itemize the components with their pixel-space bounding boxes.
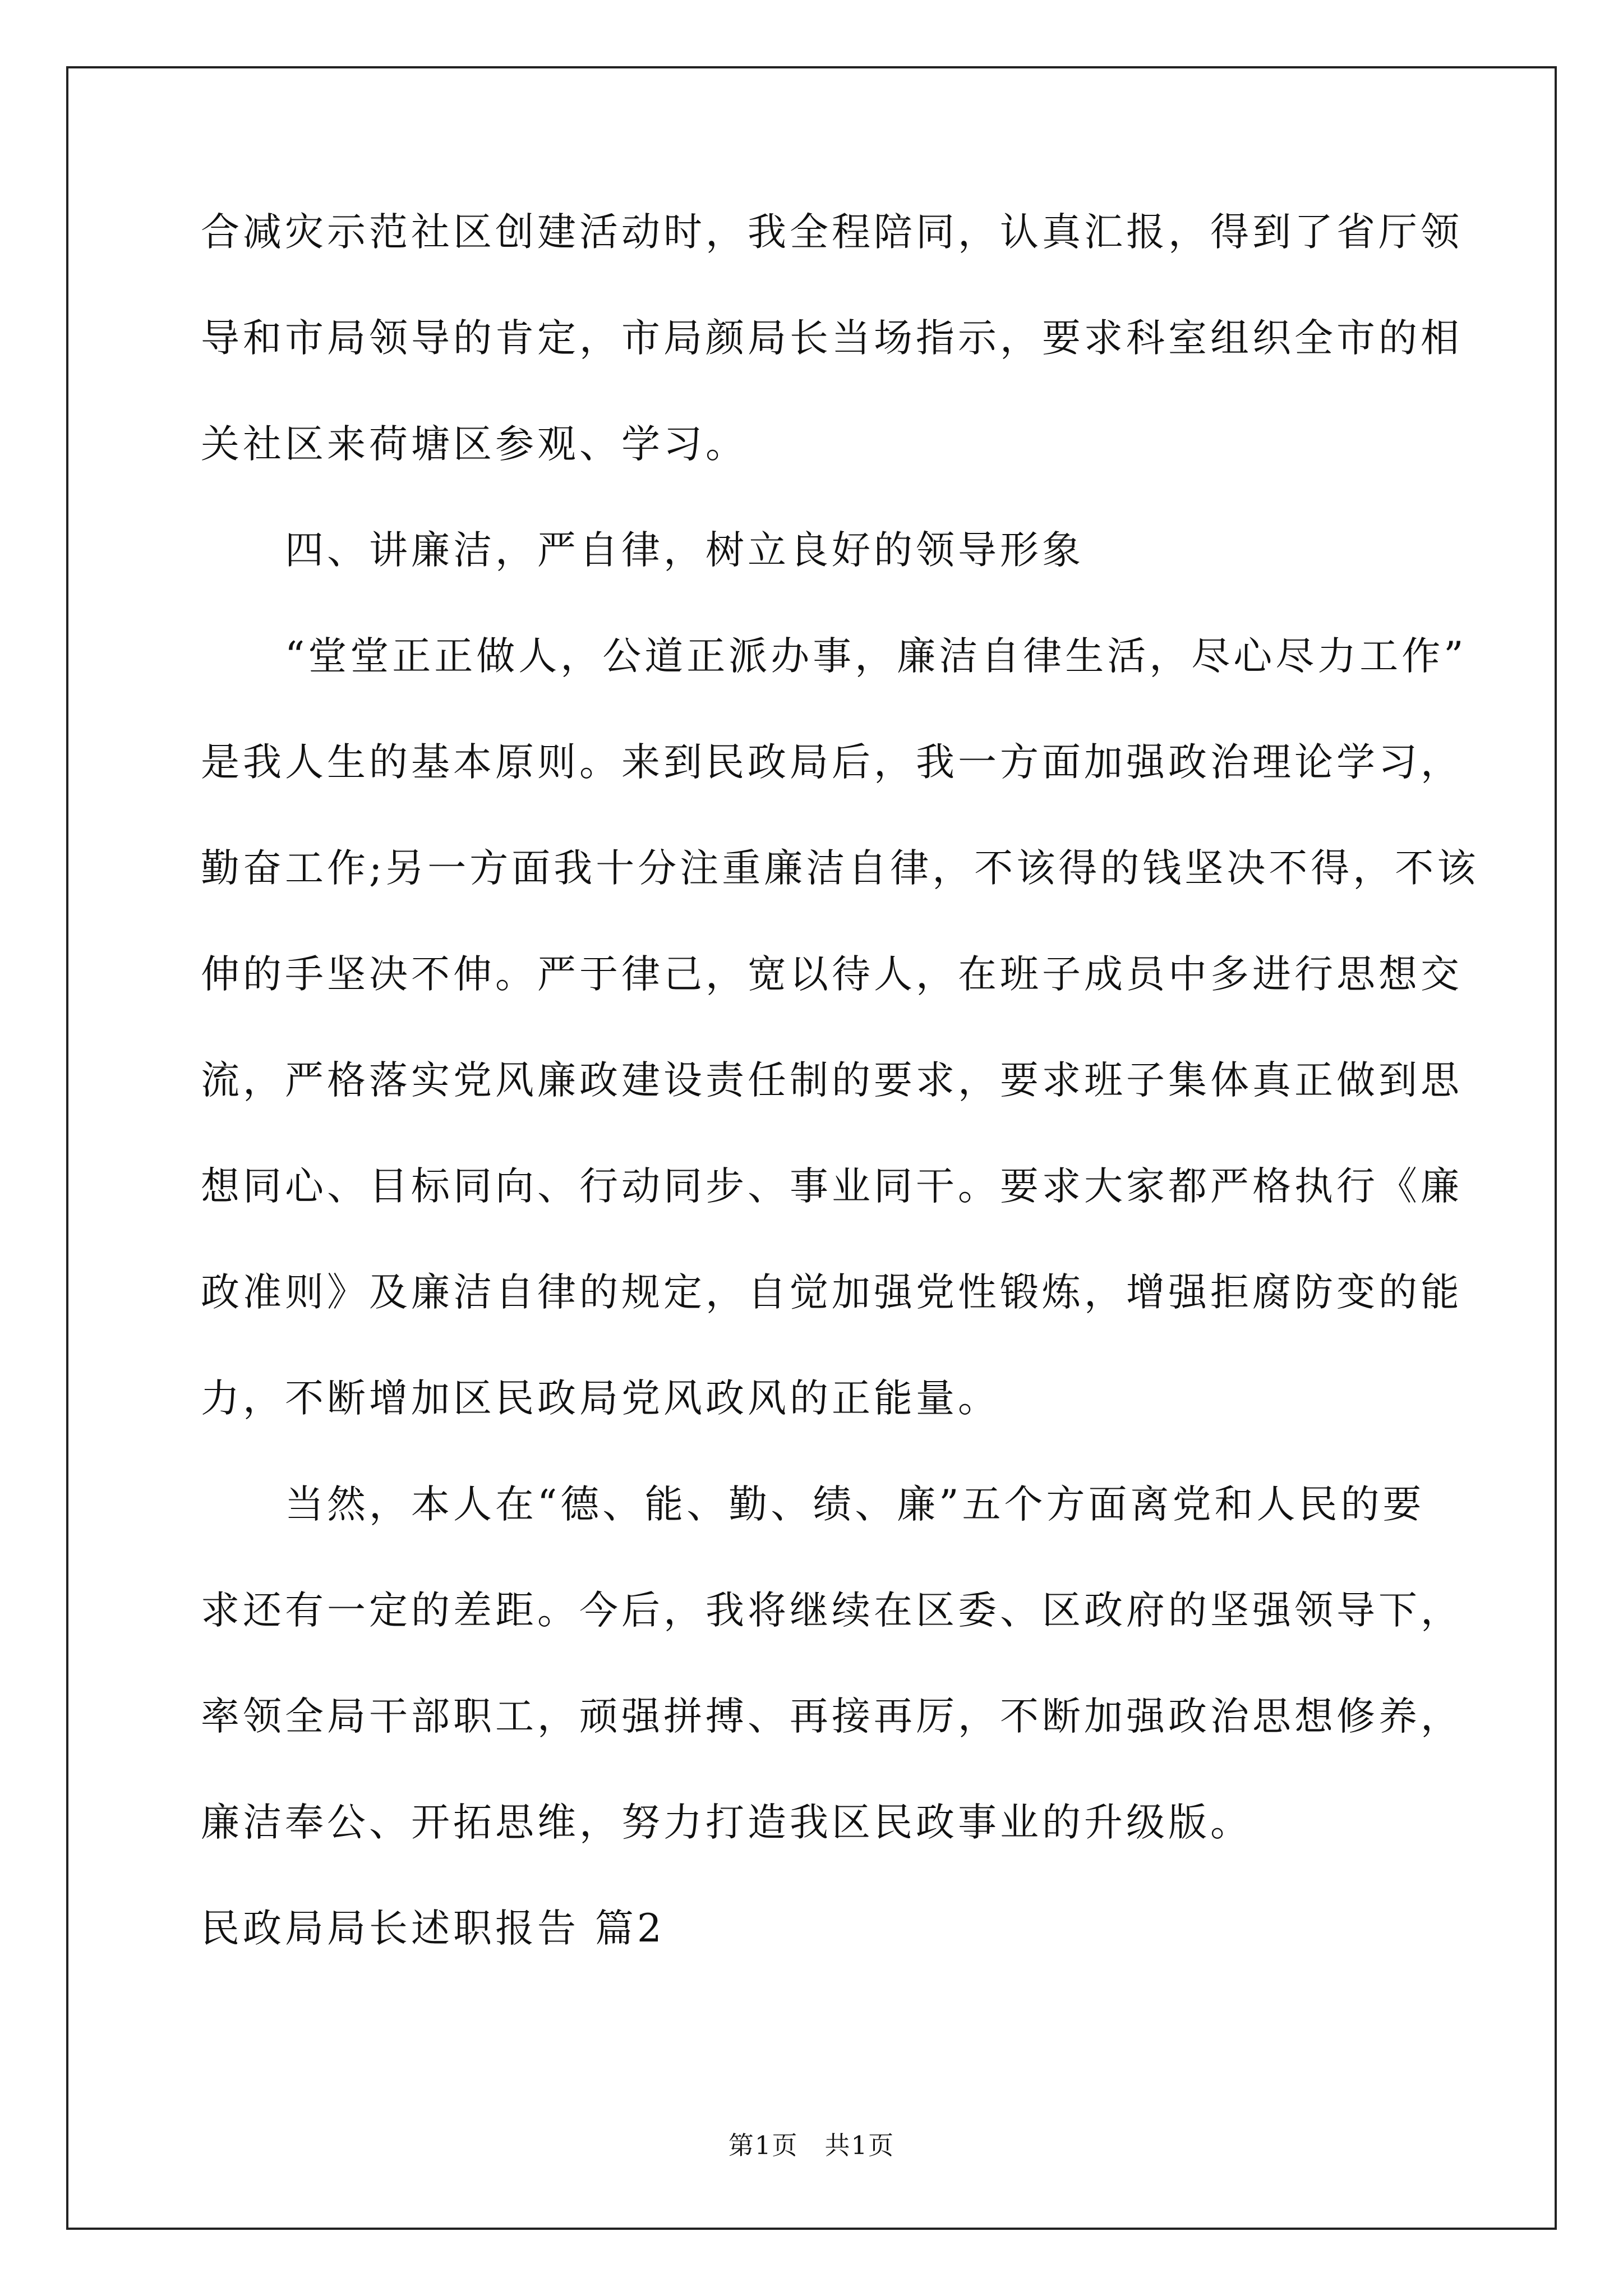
paragraph-line: 当然，本人在“德、能、勤、绩、廉”五个方面离党和人民的要 [285,1482,1425,1527]
paragraph-line: 导和市局领导的肯定，市局颜局长当场指示，要求科室组织全市的相 [201,316,1463,361]
document-body [201,210,1479,2016]
paragraph-line: 勤奋工作;另一方面我十分注重廉洁自律，不该得的钱坚决不得，不该 [201,846,1479,891]
page-number-footer: 第1页 共1页 [728,2131,895,2160]
section-heading: 四、讲廉洁，严自律，树立良好的领导形象 [285,528,1084,573]
document-title-line: 民政局局长述职报告 篇2 [201,1906,665,1951]
paragraph-line: 率领全局干部职工，顽强拼搏、再接再厉，不断加强政治思想修养， [201,1694,1463,1739]
paragraph-line: 力，不断增加区民政局党风政风的正能量。 [201,1376,1000,1421]
paragraph-line: 廉洁奉公、开拓思维，努力打造我区民政事业的升级版。 [201,1800,1252,1845]
paragraph-line: 伸的手坚决不伸。严于律己，宽以待人，在班子成员中多进行思想交 [201,952,1463,997]
paragraph-line: 政准则》及廉洁自律的规定，自觉加强党性锻炼，增强拒腐防变的能 [201,1270,1463,1315]
paragraph-line: 想同心、目标同向、行动同步、事业同干。要求大家都严格执行《廉 [201,1164,1463,1209]
paragraph-line: 流，严格落实党风廉政建设责任制的要求，要求班子集体真正做到思 [201,1058,1463,1103]
paragraph-line: 关社区来荷塘区参观、学习。 [201,422,748,467]
paragraph-line: “堂堂正正做人，公道正派办事，廉洁自律生活，尽心尽力工作” [285,634,1467,679]
paragraph-line: 是我人生的基本原则。来到民政局后，我一方面加强政治理论学习， [201,740,1463,785]
paragraph-line: 求还有一定的差距。今后，我将继续在区委、区政府的坚强领导下， [201,1588,1463,1633]
paragraph-line: 合减灾示范社区创建活动时，我全程陪同，认真汇报，得到了省厅领 [201,210,1463,255]
